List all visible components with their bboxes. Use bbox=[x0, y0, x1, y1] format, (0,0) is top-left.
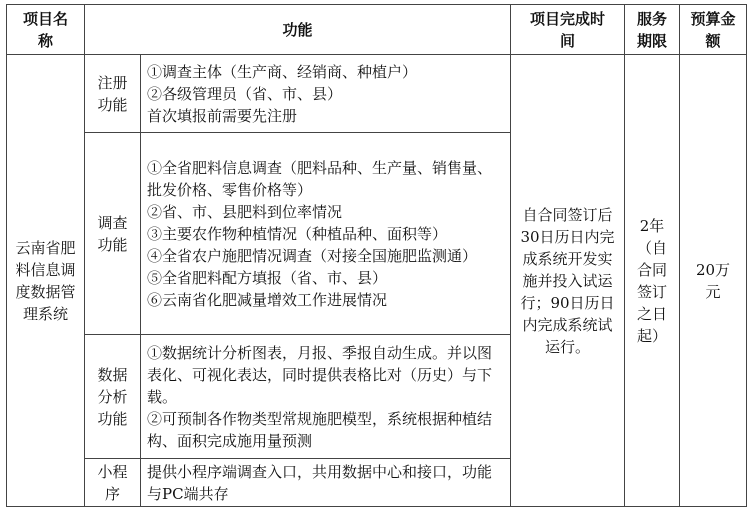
budget-cell: 20万元 bbox=[680, 55, 747, 507]
desc-line: ⑤全省肥料配方填报（省、市、县） bbox=[147, 268, 388, 287]
header-row bbox=[7, 5, 747, 55]
completion-time-cell: 自合同签订后30日历日内完成系统开发实施并投入试运行；90日历日内完成系统试运行。 bbox=[511, 55, 625, 507]
header-budget: 预算金额 bbox=[680, 5, 747, 55]
module-desc-registration bbox=[141, 55, 511, 133]
desc-line: ①调查主体（生产商、经销商、种植户） bbox=[147, 62, 418, 81]
header-function: 功能 bbox=[85, 5, 511, 55]
module-name-miniprogram: 小程序 bbox=[85, 459, 141, 507]
project-table bbox=[6, 4, 747, 507]
module-name-analysis: 数据分析功能 bbox=[85, 335, 141, 459]
module-name-survey: 调查功能 bbox=[85, 133, 141, 335]
desc-line: ②可预制各作物类型常规施肥模型，系统根据种植结构、面积完成施用量预测 bbox=[147, 409, 493, 450]
desc-line: ②各级管理员（省、市、县） bbox=[147, 84, 343, 103]
project-name-cell: 云南省肥料信息调度数据管理系统 bbox=[7, 55, 85, 507]
desc-line: ⑥云南省化肥减量增效工作进展情况 bbox=[147, 290, 388, 309]
module-desc-analysis bbox=[141, 335, 511, 459]
desc-line: ①全省肥料信息调查（肥料品种、生产量、销售量、批发价格、零售价格等） bbox=[147, 158, 493, 199]
desc-line: 提供小程序端调查入口，共用数据中心和接口，功能与PC端共存 bbox=[147, 462, 493, 503]
module-name-registration: 注册功能 bbox=[85, 55, 141, 133]
header-completion-time: 项目完成时间 bbox=[511, 5, 625, 55]
header-project-name: 项目名称 bbox=[7, 5, 85, 55]
desc-line: ②省、市、县肥料到位率情况 bbox=[147, 202, 343, 221]
desc-line: ③主要农作物种植情况（种植品种、面积等） bbox=[147, 224, 448, 243]
desc-line: 首次填报前需要先注册 bbox=[147, 106, 298, 125]
service-period-cell: 2年（自合同签订之日起） bbox=[625, 55, 680, 507]
desc-line: ①数据统计分析图表，月报、季报自动生成。并以图表化、可视化表达，同时提供表格比对（历史）与下载。 bbox=[147, 343, 493, 406]
module-desc-miniprogram bbox=[141, 459, 511, 507]
header-service-period: 服务期限 bbox=[625, 5, 680, 55]
desc-line: ④全省农户施肥情况调查（对接全国施肥监测通） bbox=[147, 246, 478, 265]
module-desc-survey bbox=[141, 133, 511, 335]
table-row bbox=[7, 55, 747, 133]
project-table-container bbox=[6, 4, 746, 506]
